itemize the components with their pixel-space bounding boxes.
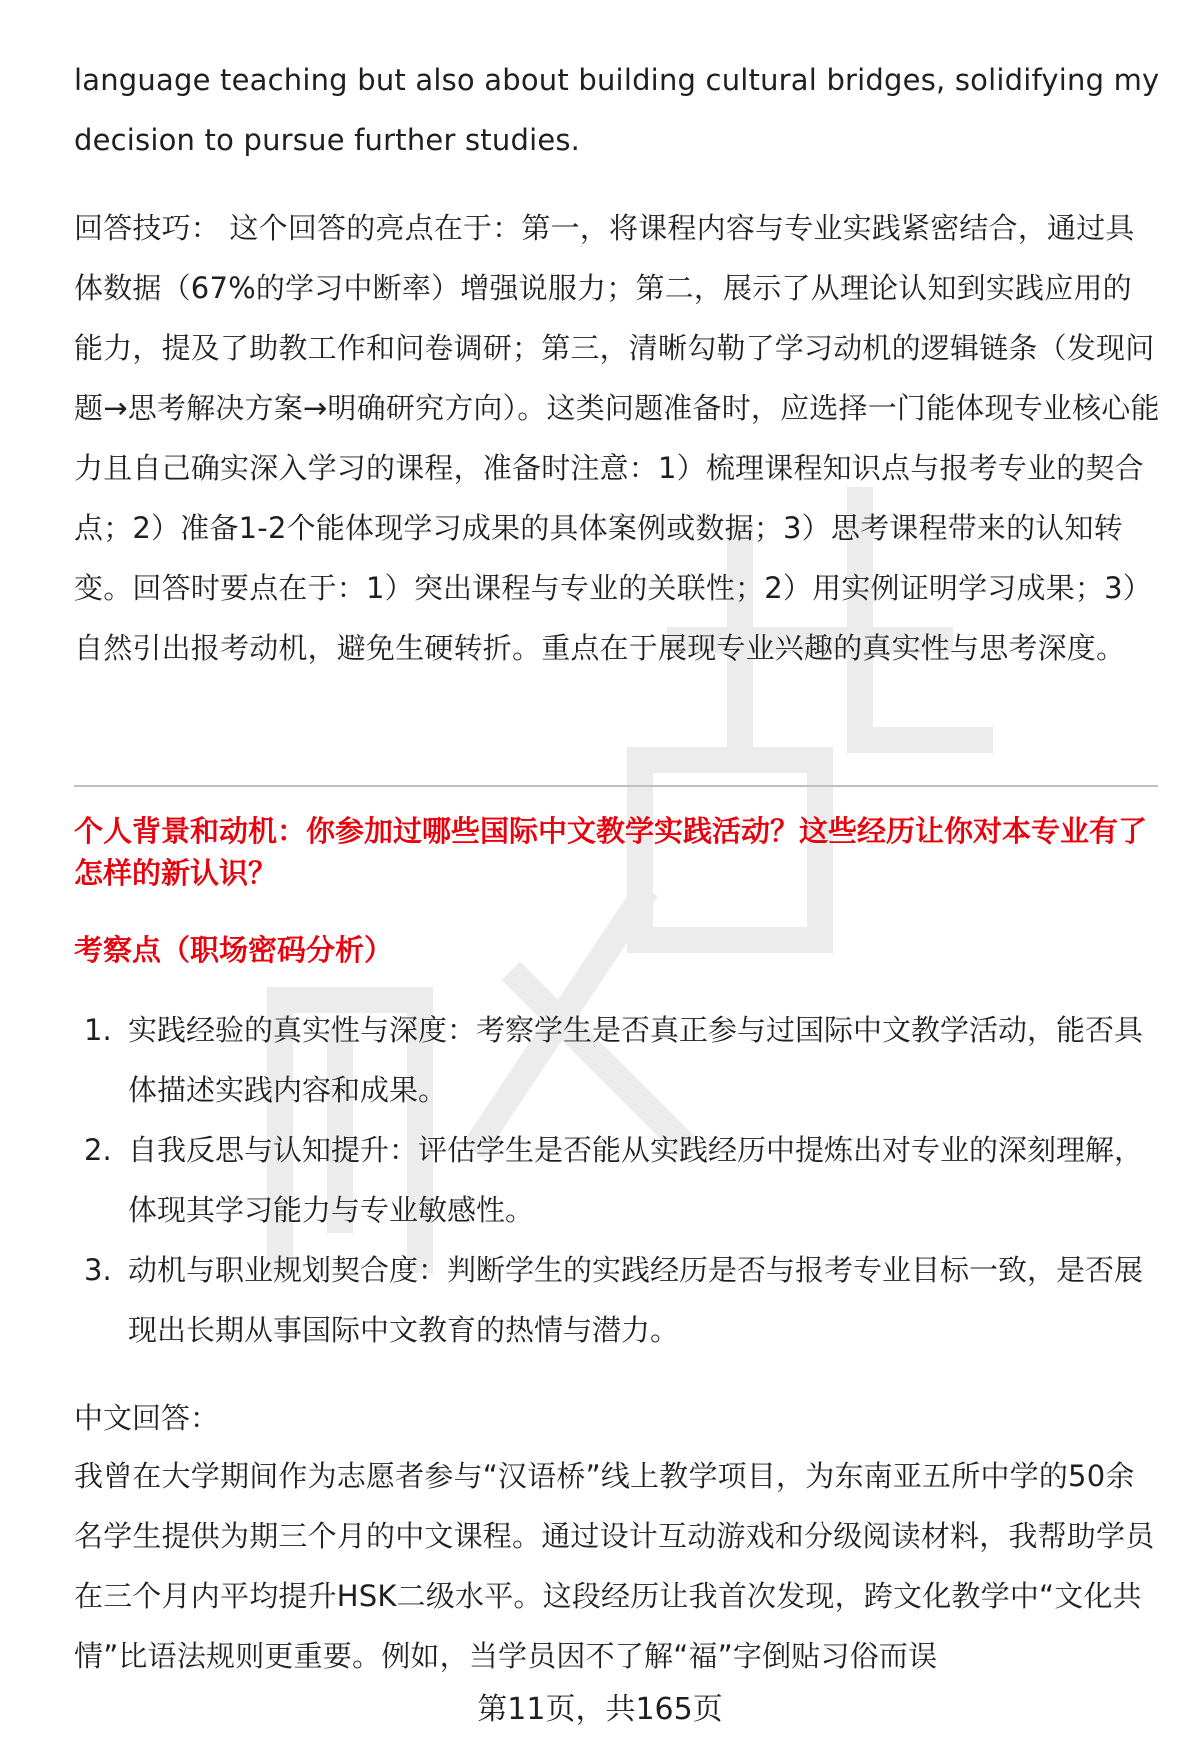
answer-tips-paragraph	[74, 198, 1160, 678]
tips-body: 这个回答的亮点在于：第一，将课程内容与专业实践紧密结合，通过具体数据（67%的学习中断率）增强说服力；第二，展示了从理论认知到实践应用的能力，提及了助教工作和问卷调研；第三，清晰勾勒了学习动机的逻辑链条（发现问题→思考解决方案→明确研究方向）。这类问题准备时，应选择一门能体现专业核心能力且自己确实深入学习的课程，准备时注意：1）梳理课程知识点与报考专业的契合点；2）准备1-2个能体现学习成果的具体案例或数据；3）思考课程带来的认知转变。回答时要点在于：1）突出课程与专业的关联性；2）用实例证明学习成果；3）自然引出报考动机，避免生硬转折。重点在于展现专业兴趣的真实性与思考深度。	[74, 211, 1160, 665]
list-item-number: 3.	[84, 1253, 112, 1287]
english-paragraph: language teaching but also about building cultural bridges, solidifying my decision to pursue further studies.	[74, 63, 1160, 157]
analysis-heading: 考察点（职场密码分析）	[74, 933, 394, 967]
list-item-number: 2.	[84, 1133, 112, 1167]
chinese-answer-paragraph: 我曾在大学期间作为志愿者参与“汉语桥”线上教学项目，为东南亚五所中学的50余名学生提供为期三个月的中文课程。通过设计互动游戏和分级阅读材料，我帮助学员在三个月内平均提升HSK二级水平。这段经历让我首次发现，跨文化教学中“文化共情”比语法规则更重要。例如，当学员因不了解“福”字倒贴习俗而误	[74, 1459, 1155, 1673]
question-title: 个人背景和动机：你参加过哪些国际中文教学实践活动？这些经历让你对本专业有了怎样的新认识？	[74, 814, 1148, 890]
page-number: 第11页，共165页	[477, 1692, 723, 1727]
list-item	[84, 1120, 1160, 1240]
list-item-text: 自我反思与认知提升：评估学生是否能从实践经历中提炼出对专业的深刻理解，体现其学习能力与专业敏感性。	[128, 1133, 1144, 1227]
list-item-text: 实践经验的真实性与深度：考察学生是否真正参与过国际中文教学活动，能否具体描述实践内容和成果。	[128, 1013, 1144, 1107]
tips-label: 回答技巧：	[74, 211, 221, 245]
section-divider	[74, 785, 1158, 787]
chinese-answer-label: 中文回答：	[74, 1401, 220, 1435]
analysis-points-list	[84, 1000, 1160, 1360]
list-item-text: 动机与职业规划契合度：判断学生的实践经历是否与报考专业目标一致，是否展现出长期从事国际中文教育的热情与潜力。	[128, 1253, 1144, 1347]
list-item	[84, 1240, 1160, 1360]
list-item	[84, 1000, 1160, 1120]
list-item-number: 1.	[84, 1013, 112, 1047]
